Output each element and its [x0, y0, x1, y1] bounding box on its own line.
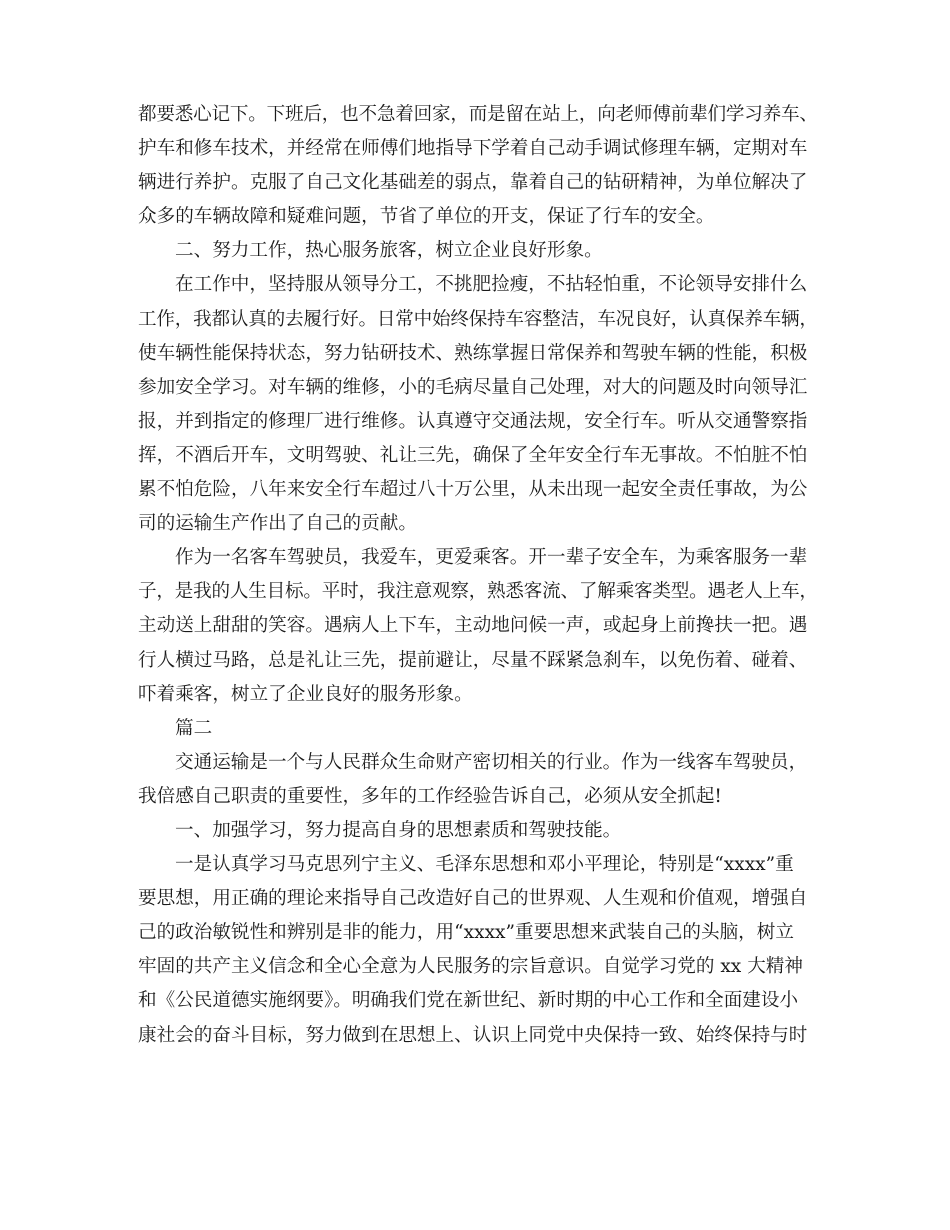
text-line: 累不怕危险，八年来安全行车超过八十万公里，从未出现一起安全责任事故，为公	[138, 479, 808, 501]
text-line: 我倍感自己职责的重要性，多年的工作经验告诉自己，必须从安全抓起!	[138, 785, 722, 807]
text-line: 一、加强学习，努力提高自身的思想素质和驾驶技能。	[175, 819, 622, 841]
text-line: 参加安全学习。对车辆的维修，小的毛病尽量自己处理，对大的问题及时向领导汇	[138, 376, 808, 398]
text-line: 辆进行养护。克服了自己文化基础差的弱点，靠着自己的钻研精神，为单位解决了	[138, 172, 808, 194]
text-line: 篇二	[175, 717, 213, 739]
document-body	[138, 98, 818, 1053]
text-line: 子，是我的人生目标。平时，我注意观察，熟悉客流、了解乘客类型。遇老人上车，	[138, 581, 818, 603]
text-line: 牢固的共产主义信念和全心全意为人民服务的宗旨意识。自觉学习党的 xx 大精神	[138, 956, 803, 978]
text-line: 挥，不酒后开车，文明驾驶、礼让三先，确保了全年安全行车无事故。不怕脏不怕	[138, 444, 808, 466]
text-line: 报，并到指定的修理厂进行维修。认真遵守交通法规，安全行车。听从交通警察指	[138, 410, 808, 432]
text-line: 要思想，用正确的理论来指导自己改造好自己的世界观、人生观和价值观，增强自	[138, 888, 808, 910]
text-line: 作为一名客车驾驶员，我爱车，更爱乘客。开一辈子安全车，为乘客服务一辈	[175, 547, 808, 569]
text-line: 吓着乘客，树立了企业良好的服务形象。	[138, 683, 473, 705]
text-line: 己的政治敏锐性和辨别是非的能力，用“xxxx”重要思想来武装自己的头脑，树立	[138, 922, 794, 944]
text-line: 护车和修车技术，并经常在师傅们地指导下学着自己动手调试修理车辆，定期对车	[138, 138, 808, 160]
text-line: 使车辆性能保持状态，努力钻研技术、熟练掌握日常保养和驾驶车辆的性能，积极	[138, 342, 808, 364]
text-line: 一是认真学习马克思列宁主义、毛泽东思想和邓小平理论，特别是“xxxx”重	[175, 854, 794, 876]
text-line: 二、努力工作，热心服务旅客，树立企业良好形象。	[175, 240, 603, 262]
text-line: 主动送上甜甜的笑容。遇病人上下车，主动地问候一声，或起身上前搀扶一把。遇	[138, 615, 808, 637]
text-line: 行人横过马路，总是礼让三先，提前避让，尽量不踩紧急刹车，以免伤着、碰着、	[138, 649, 808, 671]
text-line: 众多的车辆故障和疑难问题，节省了单位的开支，保证了行车的安全。	[138, 206, 715, 228]
text-line: 和《公民道德实施纲要》。明确我们党在新世纪、新时期的中心工作和全面建设小	[138, 990, 799, 1012]
text-line: 在工作中，坚持服从领导分工，不挑肥捡瘦，不拈轻怕重，不论领导安排什么	[175, 274, 808, 296]
text-line: 交通运输是一个与人民群众生命财产密切相关的行业。作为一线客车驾驶员，	[175, 751, 808, 773]
text-line: 司的运输生产作出了自己的贡献。	[138, 513, 417, 535]
text-line: 都要悉心记下。下班后，也不急着回家，而是留在站上，向老师傅前辈们学习养车、	[138, 104, 818, 125]
text-line: 工作，我都认真的去履行好。日常中始终保持车容整洁，车况良好，认真保养车辆，	[138, 308, 818, 330]
text-line: 康社会的奋斗目标，努力做到在思想上、认识上同党中央保持一致、始终保持与时	[138, 1024, 808, 1046]
